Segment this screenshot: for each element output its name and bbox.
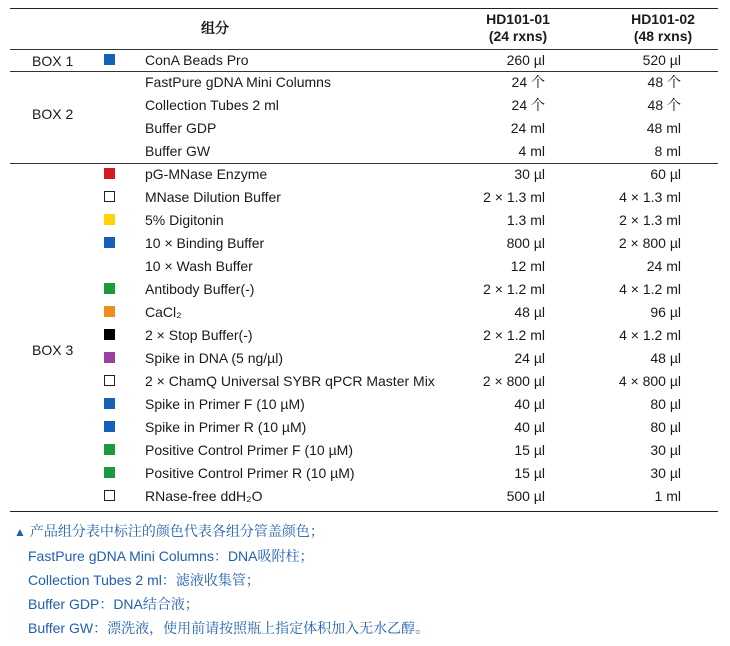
note-line: ▲ 产品组分表中标注的颜色代表各组分管盖颜色； [14, 523, 324, 539]
col1-amount: 1.3 ml [506, 212, 545, 228]
col1-amount: 24 个 [511, 97, 545, 113]
col2-amount: 4 × 1.3 ml [619, 189, 681, 205]
cap-color-swatch [104, 237, 115, 248]
component-name: Spike in Primer F (10 µM) [145, 396, 305, 412]
table-row [10, 324, 718, 347]
header-col2-code: HD101-02 [631, 11, 695, 27]
component-name: Buffer GW [145, 143, 211, 159]
col1-amount: 260 µl [506, 52, 545, 68]
component-name: Antibody Buffer(-) [145, 281, 255, 297]
col1-amount: 2 × 1.3 ml [483, 189, 545, 205]
table-top-rule [10, 8, 718, 9]
col2-amount: 4 × 1.2 ml [619, 327, 681, 343]
col1-amount: 24 ml [510, 120, 545, 136]
cap-color-swatch [104, 54, 115, 65]
col1-amount: 800 µl [506, 235, 545, 251]
cap-color-swatch [104, 375, 115, 386]
component-name: 10 × Binding Buffer [145, 235, 265, 251]
component-name: 10 × Wash Buffer [145, 258, 253, 274]
col1-amount: 24 µl [514, 350, 545, 366]
col2-amount: 30 µl [650, 442, 681, 458]
box-label: BOX 2 [32, 106, 74, 122]
col2-amount: 4 × 800 µl [618, 373, 681, 389]
col2-amount: 2 × 800 µl [618, 235, 681, 251]
col2-amount: 48 个 [647, 74, 681, 90]
col2-amount: 2 × 1.3 ml [619, 212, 681, 228]
table-row [10, 370, 718, 393]
col2-amount: 30 µl [650, 465, 681, 481]
cap-color-swatch [104, 168, 115, 179]
col2-amount: 48 µl [650, 350, 681, 366]
component-name: FastPure gDNA Mini Columns [145, 74, 331, 90]
cap-color-swatch [104, 467, 115, 478]
component-name: 2 × Stop Buffer(-) [145, 327, 253, 343]
col2-amount: 4 × 1.2 ml [619, 281, 681, 297]
col2-amount: 48 个 [647, 97, 681, 113]
component-name: Buffer GDP [145, 120, 217, 136]
component-name: 2 × ChamQ Universal SYBR qPCR Master Mix [145, 373, 435, 389]
cap-color-swatch [104, 444, 115, 455]
col2-amount: 8 ml [654, 143, 681, 159]
header-component: 组分 [201, 20, 229, 36]
box-label: BOX 3 [32, 342, 74, 358]
table-row [10, 94, 718, 117]
table-row [10, 186, 718, 209]
table-row [10, 301, 718, 324]
table-row [10, 117, 718, 140]
header-col2-size: (48 rxns) [633, 28, 693, 44]
cap-color-swatch [104, 352, 115, 363]
cap-color-swatch [104, 191, 115, 202]
col2-amount: 520 µl [642, 52, 681, 68]
cap-color-swatch [104, 306, 115, 317]
note-line: Buffer GDP：DNA结合液； [28, 596, 199, 612]
table-row [10, 416, 718, 439]
note-line: FastPure gDNA Mini Columns：DNA吸附柱； [28, 548, 314, 564]
col2-amount: 24 ml [646, 258, 681, 274]
table-row [10, 163, 718, 186]
cap-color-swatch [104, 214, 115, 225]
note-line: Collection Tubes 2 ml：滤液收集管； [28, 572, 260, 588]
component-name: 5% Digitonin [145, 212, 224, 228]
cap-color-swatch [104, 490, 115, 501]
col1-amount: 12 ml [510, 258, 545, 274]
table-row [10, 347, 718, 370]
component-name: pG-MNase Enzyme [145, 166, 268, 182]
notes [14, 519, 429, 640]
triangle-icon: ▲ [14, 525, 26, 539]
table-row [10, 255, 718, 278]
header-col1 [463, 11, 573, 45]
col2-amount: 1 ml [654, 488, 681, 504]
component-name: Positive Control Primer R (10 µM) [145, 465, 355, 481]
col2-amount: 80 µl [650, 419, 681, 435]
col2-amount: 48 ml [646, 120, 681, 136]
table-row [10, 485, 718, 508]
col1-amount: 2 × 1.2 ml [483, 327, 545, 343]
table-row [10, 232, 718, 255]
col1-amount: 30 µl [514, 166, 545, 182]
cap-color-swatch [104, 398, 115, 409]
component-name: MNase Dilution Buffer [145, 189, 281, 205]
col2-amount: 80 µl [650, 396, 681, 412]
col1-amount: 40 µl [514, 419, 545, 435]
col1-amount: 15 µl [514, 465, 545, 481]
table-row [10, 209, 718, 232]
col2-amount: 60 µl [650, 166, 681, 182]
component-name: Spike in Primer R (10 µM) [145, 419, 307, 435]
box-label: BOX 1 [32, 53, 74, 69]
cap-color-swatch [104, 421, 115, 432]
col1-amount: 40 µl [514, 396, 545, 412]
cap-color-swatch [104, 329, 115, 340]
component-name: Spike in DNA (5 ng/µl) [145, 350, 284, 366]
table-row [10, 278, 718, 301]
header-col1-size: (24 rxns) [488, 28, 548, 44]
col1-amount: 4 ml [518, 143, 545, 159]
col2-amount: 96 µl [650, 304, 681, 320]
col1-amount: 48 µl [514, 304, 545, 320]
header-col2 [608, 11, 718, 45]
component-name: Collection Tubes 2 ml [145, 97, 279, 113]
cap-color-swatch [104, 283, 115, 294]
component-name: RNase-free ddH₂O [145, 488, 263, 504]
header-col1-code: HD101-01 [486, 11, 550, 27]
component-name: CaCl₂ [145, 304, 182, 320]
col1-amount: 2 × 800 µl [482, 373, 545, 389]
component-name: ConA Beads Pro [145, 52, 249, 68]
component-name: Positive Control Primer F (10 µM) [145, 442, 353, 458]
table-bottom-rule [10, 511, 718, 512]
table-row [10, 49, 718, 72]
col1-amount: 15 µl [514, 442, 545, 458]
col1-amount: 2 × 1.2 ml [483, 281, 545, 297]
col1-amount: 24 个 [511, 74, 545, 90]
table-row [10, 71, 718, 94]
note-line: Buffer GW：漂洗液，使用前请按照瓶上指定体积加入无水乙醇。 [28, 620, 430, 636]
table-row [10, 393, 718, 416]
table-row [10, 140, 718, 163]
table-row [10, 462, 718, 485]
col1-amount: 500 µl [506, 488, 545, 504]
table-row [10, 439, 718, 462]
